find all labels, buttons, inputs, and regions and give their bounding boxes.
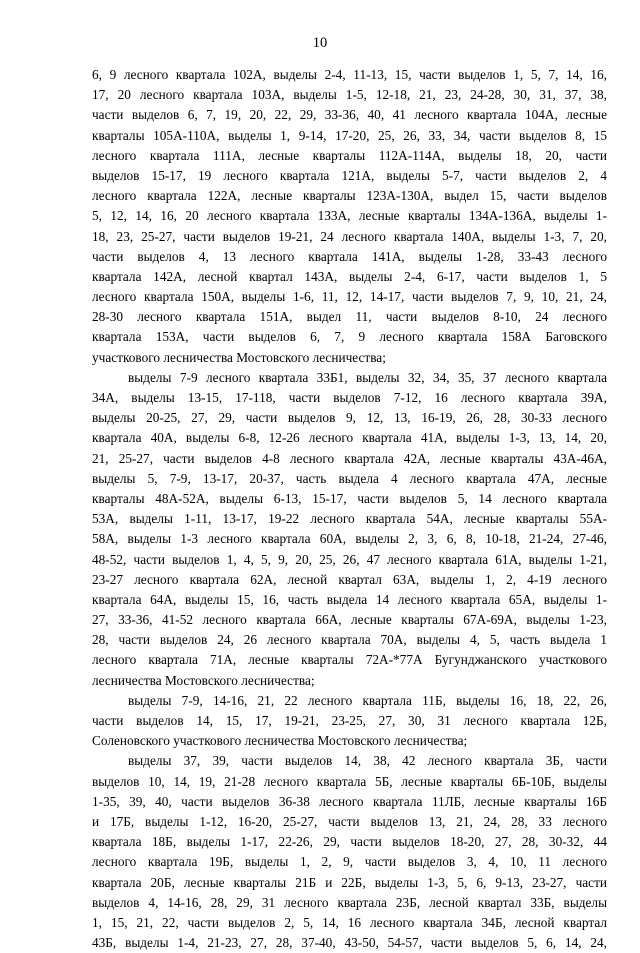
text-line: части выделов 6, 7, 19, 20, 22, 29, 33-36, 40, 41 лесного квартала 104А, лесные bbox=[92, 107, 607, 123]
paragraph bbox=[92, 691, 607, 752]
text-line: 18, 23, 25-27, части выделов 19-21, 24 лесного квартала 140А, выделы 1-3, 7, 20, bbox=[92, 228, 607, 244]
text-line: 48-52, части выделов 1, 4, 5, 9, 20, 25, 26, 47 лесного квартала 61А, выделы 1-21, bbox=[92, 551, 607, 567]
paragraph bbox=[92, 751, 607, 953]
text-line: лесного квартала 122А, лесные кварталы 123А-130А, выдел 15, части выделов bbox=[92, 188, 607, 204]
text-line: 5, 12, 14, 16, 20 лесного квартала 133А, лесные кварталы 134А-136А, выделы 1- bbox=[92, 208, 607, 224]
paragraph bbox=[92, 368, 607, 691]
text-line: и 17Б, выделы 1-12, 16-20, 25-27, части выделов 13, 21, 24, 28, 33 лесного bbox=[92, 813, 607, 829]
text-line: выделы 7-9 лесного квартала 33Б1, выделы 32, 34, 35, 37 лесного квартала bbox=[128, 369, 607, 385]
text-line: 6, 9 лесного квартала 102А, выделы 2-4, 11-13, 15, части выделов 1, 5, 7, 14, 16, bbox=[92, 67, 607, 82]
text-line: квартала 64А, выделы 15, 16, часть выдела 14 лесного квартала 65А, выделы 1- bbox=[92, 591, 607, 607]
text-line: выделы 7-9, 14-16, 21, 22 лесного квартала 11Б, выделы 16, 18, 22, 26, bbox=[128, 692, 607, 708]
text-line: 58А, выделы 1-3 лесного квартала 60А, выделы 2, 3, 6, 8, 10-18, 21-24, 27-46, bbox=[92, 531, 607, 547]
text-line: части выделов 4, 13 лесного квартала 141А, выделы 1-28, 33-43 лесного bbox=[92, 248, 607, 264]
text-line: 1, 15, 21, 22, части выделов 2, 5, 14, 16 лесного квартала 34Б, лесной квартал bbox=[92, 914, 607, 930]
text-line: выделы 5, 7-9, 13-17, 20-37, часть выдела 4 лесного квартала 47А, лесные bbox=[92, 470, 607, 486]
text-line: лесного квартала 19Б, выделы 1, 2, 9, части выделов 3, 4, 10, 11 лесного bbox=[92, 854, 607, 870]
text-line: квартала 153А, части выделов 6, 7, 9 лесного квартала 158А Баговского bbox=[92, 329, 607, 345]
text-line: части выделов 14, 15, 17, 19-21, 23-25, 27, 30, 31 лесного квартала 12Б, bbox=[92, 713, 607, 728]
paragraph bbox=[92, 65, 607, 368]
text-line: квартала 20Б, лесные кварталы 21Б и 22Б, выделы 1-3, 5, 6, 9-13, 23-27, части bbox=[92, 874, 607, 890]
text-line: выделов 15-17, 19 лесного квартала 121А, выделы 5-7, части выделов 2, 4 bbox=[92, 167, 607, 183]
text-line: выделов 10, 14, 19, 21-28 лесного квартала 5Б, лесные кварталы 6Б-10Б, выделы bbox=[92, 773, 607, 789]
text-line: выделов 4, 14-16, 28, 29, 31 лесного квартала 23Б, лесной квартал 33Б, выделы bbox=[92, 894, 607, 910]
text-line: 28-30 лесного квартала 151А, выдел 11, части выделов 8-10, 24 лесного bbox=[92, 309, 607, 325]
text-line: кварталы 48А-52А, выделы 6-13, 15-17, части выделов 5, 14 лесного квартала bbox=[92, 490, 607, 506]
text-line: лесного квартала 111А, лесные кварталы 112А-114А, выделы 18, 20, части bbox=[92, 147, 607, 163]
text-line: 17, 20 лесного квартала 103А, выделы 1-5, 12-18, 21, 23, 24-28, 30, 31, 37, 38, bbox=[92, 87, 607, 103]
text-line: выделы 20-25, 27, 29, части выделов 9, 12, 13, 16-19, 26, 28, 30-33 лесного bbox=[92, 410, 607, 426]
text-line: 1-35, 39, 40, части выделов 36-38 лесного квартала 11ЛБ, лесные кварталы 16Б bbox=[92, 793, 607, 809]
text-line: лесничества Мостовского лесничества; bbox=[92, 672, 315, 688]
text-line: кварталы 105А-110А, выделы 1, 9-14, 17-20, 25, 26, 33, 34, части выделов 8, 15 bbox=[92, 127, 607, 143]
text-line: 34А, выделы 13-15, 17-118, части выделов 7-12, 16 лесного квартала 39А, bbox=[92, 390, 607, 405]
text-line: лесного квартала 150А, выделы 1-6, 11, 12, 14-17, части выделов 7, 9, 10, 21, 24, bbox=[92, 289, 607, 305]
text-line: Соленовского участкового лесничества Мостовского лесничества; bbox=[92, 733, 468, 749]
text-line: лесного квартала 71А, лесные кварталы 72А-*77А Бугунджанского участкового bbox=[92, 652, 607, 668]
text-line: 28, части выделов 24, 26 лесного квартала 70А, выделы 4, 5, часть выдела 1 bbox=[92, 632, 607, 648]
text-line: 21, 25-27, части выделов 4-8 лесного квартала 42А, лесные кварталы 43А-46А, bbox=[92, 450, 607, 466]
text-line: квартала 18Б, выделы 1-17, 22-26, 29, части выделов 18-20, 27, 28, 30-32, 44 bbox=[92, 834, 607, 850]
text-line: выделы 37, 39, части выделов 14, 38, 42 лесного квартала 3Б, части bbox=[128, 753, 607, 769]
text-line: квартала 40А, выделы 6-8, 12-26 лесного квартала 41А, выделы 1-3, 13, 14, 20, bbox=[92, 430, 607, 446]
document-body bbox=[92, 65, 607, 953]
text-line: квартала 142А, лесной квартал 143А, выделы 2-4, 6-17, части выделов 1, 5 bbox=[92, 268, 607, 284]
text-line: 43Б, выделы 1-4, 21-23, 27, 28, 37-40, 43-50, 54-57, части выделов 5, 6, 14, 24, bbox=[92, 935, 607, 951]
page-number: 10 bbox=[312, 35, 328, 51]
text-line: участкового лесничества Мостовского лесничества; bbox=[92, 349, 386, 365]
text-line: 27, 33-36, 41-52 лесного квартала 66А, лесные кварталы 67А-69А, выделы 1-23, bbox=[92, 612, 607, 628]
text-line: 23-27 лесного квартала 62А, лесной квартал 63А, выделы 1, 2, 4-19 лесного bbox=[92, 571, 607, 587]
text-line: 53А, выделы 1-11, 13-17, 19-22 лесного квартала 54А, лесные кварталы 55А- bbox=[92, 511, 607, 527]
